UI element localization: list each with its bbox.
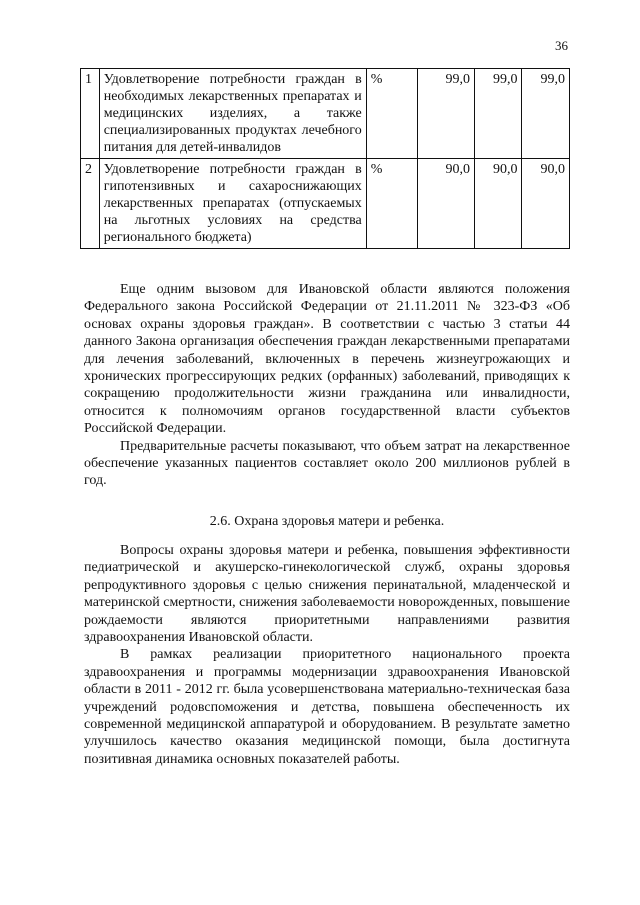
table-row bbox=[81, 69, 570, 159]
indicator-value: 99,0 bbox=[418, 69, 475, 159]
indicator-value: 99,0 bbox=[522, 69, 570, 159]
paragraph: В рамках реализации приоритетного национального проекта здравоохранения и программы модернизации здравоохранения Ивановской области в 2011 - 2012 гг. была усовершенствована материально-техническая база учреждений родовспоможения и детства, повышена обеспеченность их современной медицинской аппаратурой и оборудованием. В результате заметно улучшилось качество оказания медицинской помощи, была достигнута позитивная динамика основных показателей работы. bbox=[84, 647, 570, 767]
row-number: 2 bbox=[81, 159, 100, 249]
indicator-value: 90,0 bbox=[522, 159, 570, 249]
page-number: 36 bbox=[555, 38, 568, 53]
indicators-table bbox=[80, 68, 570, 249]
indicator-name: Удовлетворение потребности граждан в гипотензивных и сахароснижающих лекарственных препаратах (отпускаемых на льготных условиях на средства регионального бюджета) bbox=[99, 159, 366, 249]
paragraph: Вопросы охраны здоровья матери и ребенка, повышения эффективности педиатрической и акушерско-гинекологической служб, охраны здоровья репродуктивного здоровья с целью снижения перинатальной, младенческой и материнской смертности, снижения заболеваемости новорожденных, повышение рождаемости являются приоритетными направлениями развития здравоохранения Ивановской области. bbox=[84, 543, 570, 646]
text-block-after bbox=[84, 542, 570, 768]
indicator-value: 99,0 bbox=[474, 69, 522, 159]
paragraph: Еще одним вызовом для Ивановской области являются положения Федерального закона Российской Федерации от 21.11.2011 № 323-ФЗ «Об основах охраны здоровья граждан». В соответствии с частью 3 статьи 44 данного Закона организация обеспечения граждан лекарственными препаратами для лечения заболеваний, включенных в перечень жизнеугрожающих и хронических прогрессирующих редких (орфанных) заболеваний, приводящих к сокращению продолжительности жизни гражданина или инвалидности, относится к полномочиям органов государственной власти субъектов Российской Федерации. bbox=[84, 282, 570, 437]
table-row bbox=[81, 159, 570, 249]
indicator-value: 90,0 bbox=[418, 159, 475, 249]
section-title: 2.6. Охрана здоровья матери и ребенка. bbox=[209, 514, 445, 529]
indicator-unit: % bbox=[366, 159, 418, 249]
text-block-before bbox=[84, 281, 570, 490]
indicator-unit: % bbox=[366, 69, 418, 159]
row-number: 1 bbox=[81, 69, 100, 159]
indicator-value: 90,0 bbox=[474, 159, 522, 249]
paragraph: Предварительные расчеты показывают, что объем затрат на лекарственное обеспечение указанных пациентов составляет около 200 миллионов рублей в год. bbox=[84, 438, 570, 489]
indicator-name: Удовлетворение потребности граждан в необходимых лекарственных препаратах и медицинских изделиях, а также специализированных продуктах лечебного питания для детей-инвалидов bbox=[99, 69, 366, 159]
